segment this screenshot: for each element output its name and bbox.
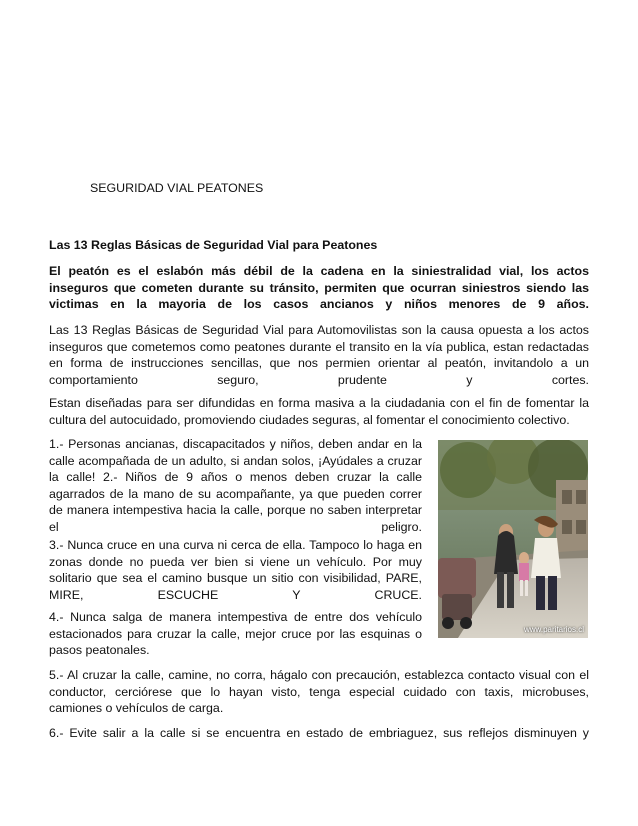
paragraph-line: inseguros que cometemos como peatones durante el transito en la vía publica, estan redactadas	[49, 339, 589, 354]
photo-watermark: www.paritarios.cl	[523, 625, 584, 634]
intro-paragraph	[49, 263, 589, 313]
paragraph-line: Estan diseñadas para ser difundidas en forma masiva a la ciudadania con el fin de fomentar la	[49, 396, 589, 410]
rule-4	[49, 609, 422, 659]
rule-line: 3.- Nunca cruce en una curva ni cerca de ella. Tampoco lo haga en	[49, 538, 422, 552]
rules-1-2	[49, 436, 422, 536]
intro-line: victimas en la mayoria de los casos ancianos y niños menores de 9 años.	[49, 297, 589, 312]
pedestrians-photo	[438, 440, 588, 638]
rule-line: 1.- Personas ancianas, discapacitados y niños, deben andar en la	[49, 437, 422, 451]
rule-3	[49, 537, 422, 603]
intro-line: El peatón es el eslabón más débil de la cadena en la siniestralidad vial, los actos	[49, 264, 589, 278]
rule-line: la calle! 2.- Niños de 9 años o menos deben cruzar la calle	[49, 470, 422, 485]
pedestrians-illustration	[438, 440, 588, 638]
rule-5	[49, 667, 589, 717]
rule-6	[49, 725, 589, 742]
rule-line: 5.- Al cruzar la calle, camine, no corra, hágalo con precaución, establezca contacto visual con el	[49, 668, 589, 682]
paragraph-line: comportamiento seguro, prudente y cortes.	[49, 372, 589, 387]
paragraph-line: cultura del autocuidado, promoviendo ciudades seguras, al fomentar el conocimiento colectivo.	[49, 412, 570, 427]
paragraph-difusion	[49, 395, 589, 428]
rule-line: 4.- Nunca salga de manera intempestiva de entre dos vehículo	[49, 610, 422, 624]
document-title: Las 13 Reglas Básicas de Seguridad Vial para Peatones	[49, 238, 378, 252]
rule-line: 6.- Evite salir a la calle si se encuentra en estado de embriaguez, sus reflejos disminuyen y	[49, 726, 589, 740]
rule-line: MIRE, ESCUCHE Y CRUCE.	[49, 587, 422, 602]
rule-line: de manera intempestiva hacia la calle, porque no saben interpretar	[49, 503, 422, 518]
paragraph-line: en forma de instrucciones sencillas, que nos permien orientar al peatón, invitandolo a un	[49, 356, 589, 371]
rule-line: pasos peatonales.	[49, 643, 150, 658]
document-heading: SEGURIDAD VIAL PEATONES	[90, 181, 264, 195]
rule-line: estacionados para cruzar la calle, mejor cruce por las esquinas o	[49, 626, 422, 641]
rule-line: conductor, cerciórese que lo hayan visto, tenga especial cuidado con taxis, microbuses,	[49, 684, 589, 699]
paragraph-line: Las 13 Reglas Básicas de Seguridad Vial para Automovilistas son la causa opuesta a los actos	[49, 323, 589, 337]
intro-line: inseguros que cometen durante su tránsito, permiten que ocurran siniestros siendo las	[49, 280, 589, 295]
rule-line: camiones o vehículos de carga.	[49, 701, 224, 716]
rule-line: agarrados de la mano de su acompañante, ya que pueden correr	[49, 486, 422, 501]
rule-line: solitario que sea el camino busque un sitio con visibilidad, PARE,	[49, 571, 422, 586]
rule-line: el peligro.	[49, 519, 422, 534]
rule-line: zonas donde no pueda ver bien si viene un vehículo. Por muy	[49, 554, 422, 569]
rule-line: calle acompañada de un adulto, si andan solos, ¡Ayúdales a cruzar	[49, 453, 422, 468]
paragraph-automovilistas	[49, 322, 589, 388]
